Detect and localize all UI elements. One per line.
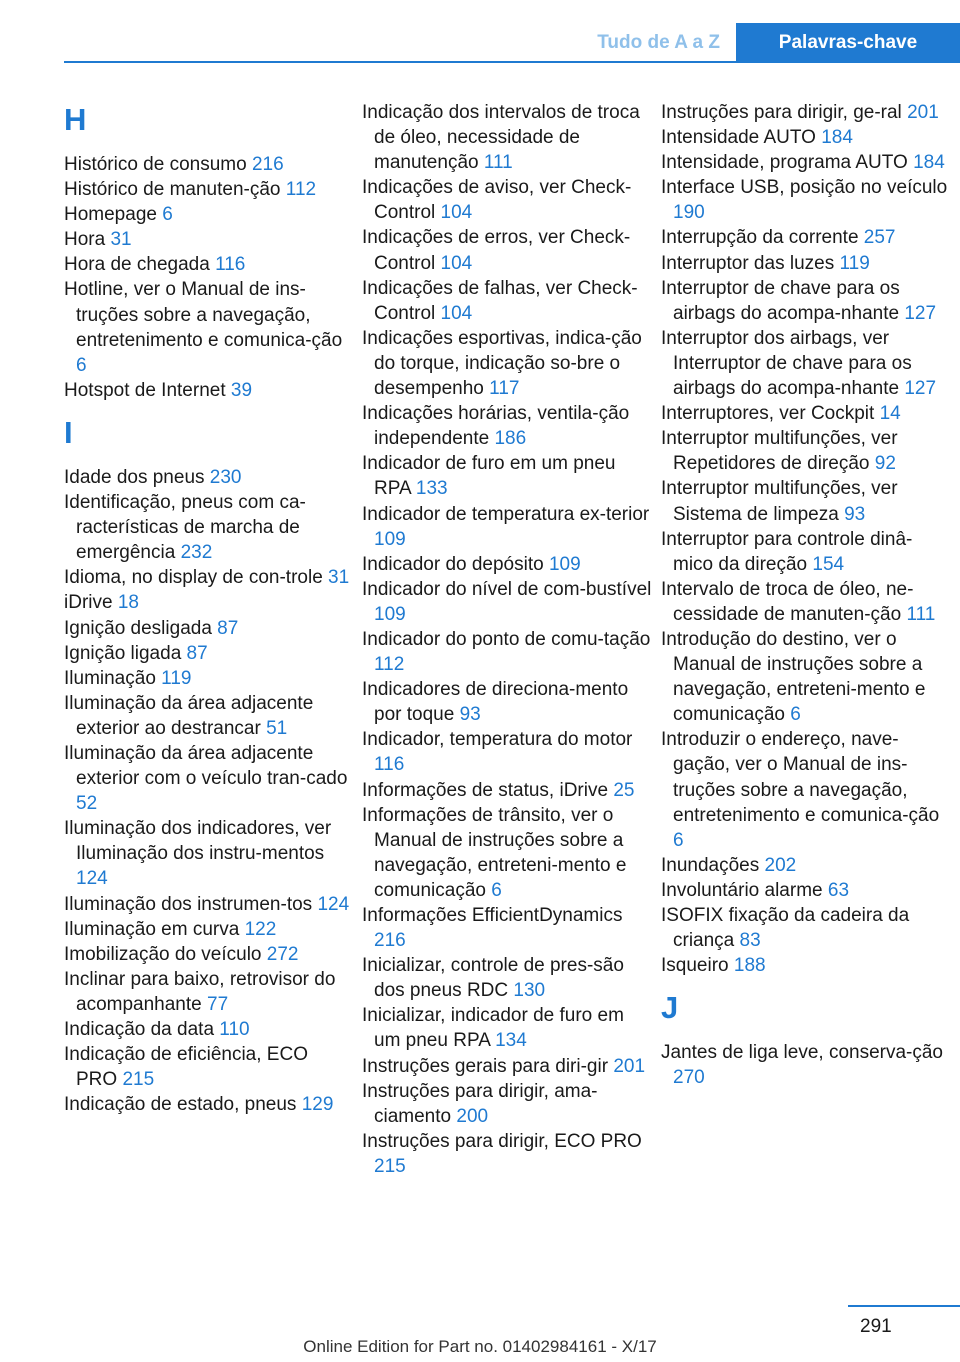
entry-term: Interruptor dos airbags, ver Interruptor de chave para os airbags do acompa‐nhante	[661, 327, 912, 400]
entry-term: Iluminação da área adjacente exterior ao destrancar	[64, 692, 314, 739]
index-letter-heading: I	[64, 414, 73, 450]
entry-page-link[interactable]: 83	[739, 930, 761, 952]
index-entry	[661, 953, 951, 978]
entry-term: Indicador do nível de com‐bustível	[362, 578, 652, 600]
entry-term: Interface USB, posição no veículo	[661, 177, 948, 199]
index-entry	[362, 502, 652, 552]
index-entry	[362, 552, 652, 577]
index-entry	[362, 677, 652, 727]
entry-page-link[interactable]: 190	[673, 202, 705, 224]
entry-term: Inicializar, controle de pres‐são dos pneus RDC	[362, 955, 624, 1002]
entry-term: Interruptor das luzes	[661, 252, 835, 274]
index-entry	[661, 326, 951, 401]
index-entry	[64, 942, 354, 967]
entry-term: Interruptores, ver Cockpit	[661, 403, 875, 425]
entry-term: Indicações de falhas, ver Check-Control	[362, 277, 638, 324]
entry-term: Inclinar para baixo, retrovisor do acompanhante	[64, 968, 336, 1015]
index-entry	[661, 150, 951, 175]
entry-term: Involuntário alarme	[661, 879, 823, 901]
index-entry	[362, 451, 652, 501]
entry-page-link[interactable]: 111	[483, 152, 513, 174]
entry-page-link[interactable]: 93	[459, 704, 481, 726]
index-entry	[362, 1054, 652, 1079]
index-entry	[64, 590, 354, 615]
entry-term: Instruções para dirigir, ge‐ral	[661, 102, 902, 123]
entry-page-link[interactable]: 14	[879, 403, 901, 425]
index-entry	[64, 277, 354, 377]
index-entry	[362, 225, 652, 275]
index-column-2	[362, 100, 652, 1179]
index-entry	[661, 125, 951, 150]
entry-page-link[interactable]: 18	[117, 592, 139, 614]
index-entry	[64, 490, 354, 565]
index-entry	[362, 1079, 652, 1129]
entry-term: Identificação, pneus com ca‐racterísticas de marcha de emergência	[64, 492, 306, 564]
footer-edition: Online Edition for Part no. 01402984161 - X/17	[303, 1337, 657, 1356]
index-entry	[661, 175, 951, 225]
index-entry	[362, 627, 652, 677]
entry-term: Histórico de manuten‐ção	[64, 179, 281, 201]
entry-term: Hotspot de Internet	[64, 379, 226, 401]
entry-page-link[interactable]: 230	[209, 466, 242, 488]
index-entry	[64, 666, 354, 691]
entry-page-link[interactable]: 6	[491, 879, 502, 901]
index-entry	[64, 1092, 354, 1117]
index-entry	[64, 1017, 354, 1042]
index-entry	[661, 627, 951, 727]
entry-term: Hora	[64, 229, 106, 251]
index-entry	[362, 577, 652, 627]
entry-page-link[interactable]: 110	[219, 1019, 250, 1040]
entry-page-link[interactable]: 184	[913, 152, 945, 174]
entry-page-link[interactable]: 112	[285, 179, 317, 201]
entry-page-link[interactable]: 77	[207, 993, 229, 1015]
entry-term: Inundações	[661, 854, 760, 876]
index-entry	[64, 691, 354, 741]
entry-page-link[interactable]: 201	[907, 102, 939, 123]
entry-term: Indicadores de direciona‐mento por toque	[362, 679, 629, 726]
entry-term: Isqueiro	[661, 955, 729, 977]
index-entry	[64, 252, 354, 277]
entry-page-link[interactable]: 122	[244, 918, 277, 940]
entry-page-link[interactable]: 216	[251, 154, 284, 175]
entry-page-link[interactable]: 129	[301, 1094, 334, 1116]
entry-term: Interruptor multifunções, ver Repetidores de direção	[661, 428, 898, 475]
entry-term: Intensidade AUTO	[661, 127, 816, 149]
entry-page-link[interactable]: 6	[162, 204, 173, 226]
entry-term: Ignição desligada	[64, 617, 212, 639]
entry-page-link[interactable]: 116	[215, 254, 246, 276]
index-entry	[661, 476, 951, 526]
index-entry	[661, 853, 951, 878]
entry-term: Indicador de furo em um pneu RPA	[362, 453, 616, 500]
entry-page-link[interactable]: 6	[76, 354, 87, 376]
entry-page-link[interactable]: 87	[217, 617, 239, 639]
entry-term: Inicializar, indicador de furo em um pneu RPA	[362, 1005, 624, 1052]
entry-page-link[interactable]: 119	[161, 667, 192, 689]
index-entry	[64, 565, 354, 590]
entry-term: Hotline, ver o Manual de ins‐truções sobre a navegação, entretenimento e comunica‐ção	[64, 279, 343, 351]
entry-term: Intervalo de troca de óleo, ne‐cessidade de manuten‐ção	[661, 578, 914, 625]
index-entry	[64, 177, 354, 202]
entry-page-link[interactable]: 154	[812, 553, 845, 575]
entry-term: Introduzir o endereço, nave‐gação, ver o Manual de ins‐truções sobre a navegação, entretenimento e comunica‐ção	[661, 729, 940, 826]
entry-page-link[interactable]: 31	[328, 567, 350, 589]
entry-page-link[interactable]: 87	[186, 642, 208, 664]
index-entry	[64, 152, 354, 177]
index-entry	[362, 1003, 652, 1053]
index-entry	[64, 465, 354, 490]
index-entry	[64, 641, 354, 666]
entry-page-link[interactable]: 201	[613, 1055, 646, 1077]
index-entry	[362, 727, 652, 777]
index-entry	[64, 227, 354, 252]
entry-term: Informações EfficientDynamics	[362, 905, 623, 926]
entry-term: Imobilização do veículo	[64, 943, 262, 965]
entry-term: Informações de trânsito, ver o Manual de instruções sobre a navegação, entreteni‐mento e comunicação	[362, 804, 627, 901]
entry-page-link[interactable]: 31	[110, 229, 132, 251]
entry-term: Indicador, temperatura do motor	[362, 729, 633, 751]
entry-page-link[interactable]: 6	[790, 704, 801, 726]
index-entry	[64, 917, 354, 942]
entry-page-link[interactable]: 272	[266, 943, 299, 965]
entry-term: Indicações de aviso, ver Check-Control	[362, 177, 632, 224]
index-entry	[362, 1129, 652, 1179]
entry-page-link[interactable]: 92	[874, 453, 896, 475]
index-entry	[64, 967, 354, 1017]
index-entry	[661, 1040, 951, 1090]
index-entry	[661, 878, 951, 903]
entry-term: Indicação da data	[64, 1019, 215, 1040]
index-entry	[661, 577, 951, 627]
entry-page-link[interactable]: 130	[513, 980, 546, 1002]
index-entry	[362, 778, 652, 803]
entry-page-link[interactable]: 200	[456, 1105, 489, 1127]
index-column-1	[64, 100, 354, 1117]
index-entry	[362, 326, 652, 401]
index-entry	[64, 741, 354, 816]
header-rule	[64, 61, 960, 63]
entry-page-link[interactable]: 127	[904, 378, 937, 400]
index-entry	[661, 251, 951, 276]
entry-term: Idade dos pneus	[64, 466, 205, 488]
entry-page-link[interactable]: 51	[266, 717, 288, 739]
footer-rule	[848, 1305, 960, 1307]
entry-page-link[interactable]: 270	[673, 1067, 705, 1089]
index-entry	[64, 892, 354, 917]
header-bar	[581, 23, 960, 62]
index-entry	[64, 816, 354, 891]
entry-term: Iluminação da área adjacente exterior com o veículo tran‐cado	[64, 742, 348, 790]
entry-term: Jantes de liga leve, conserva‐ção	[661, 1042, 943, 1064]
entry-page-link[interactable]: 109	[548, 553, 581, 575]
index-entry	[661, 401, 951, 426]
entry-page-link[interactable]: 134	[495, 1030, 527, 1052]
entry-page-link[interactable]: 109	[374, 603, 406, 625]
index-entry	[661, 903, 951, 953]
entry-term: Iluminação em curva	[64, 918, 240, 940]
entry-page-link[interactable]: 39	[230, 379, 253, 401]
index-entry	[362, 953, 652, 1003]
entry-page-link[interactable]: 215	[122, 1069, 155, 1091]
entry-term: Indicações de erros, ver Check-Control	[362, 227, 631, 274]
entry-page-link[interactable]: 6	[673, 829, 684, 851]
entry-term: Idioma, no display de con‐trole	[64, 567, 323, 589]
entry-term: Indicador do ponto de comu‐tação	[362, 628, 651, 650]
entry-term: iDrive	[64, 592, 113, 614]
entry-page-link[interactable]: 116	[374, 754, 405, 776]
subsection-tab[interactable]: Palavras-chave	[736, 23, 960, 62]
index-entry	[362, 401, 652, 451]
entry-term: Homepage	[64, 204, 157, 226]
index-entry	[661, 527, 951, 577]
entry-page-link[interactable]: 202	[764, 854, 797, 876]
entry-term: Instruções para dirigir, ECO PRO	[362, 1130, 642, 1152]
index-entry	[661, 426, 951, 476]
entry-term: Iluminação	[64, 667, 156, 689]
entry-term: Interruptor para controle dinâ‐mico da direção	[661, 528, 913, 575]
entry-term: Introdução do destino, ver o Manual de instruções sobre a navegação, entreteni‐mento e comunicação	[661, 628, 926, 726]
index-letter-heading: J	[661, 990, 679, 1026]
entry-page-link[interactable]: 117	[489, 378, 520, 400]
entry-term: Interruptor multifunções, ver Sistema de limpeza	[661, 478, 898, 525]
entry-page-link[interactable]: 124	[317, 893, 350, 915]
entry-page-link[interactable]: 124	[76, 868, 108, 890]
index-letter-heading: H	[64, 102, 87, 137]
entry-page-link[interactable]: 112	[374, 654, 405, 676]
entry-term: Intensidade, programa AUTO	[661, 152, 908, 174]
entry-term: Informações de status, iDrive	[362, 779, 609, 801]
entry-term: ISOFIX fixação da cadeira da criança	[661, 905, 910, 952]
entry-term: Instruções para dirigir, ama‐ciamento	[362, 1080, 598, 1127]
entry-page-link[interactable]: 215	[374, 1155, 406, 1177]
entry-page-link[interactable]: 104	[440, 202, 473, 224]
entry-page-link[interactable]: 119	[839, 252, 870, 274]
page-number: 291	[860, 1316, 892, 1337]
entry-page-link[interactable]: 127	[904, 302, 937, 324]
index-entry	[661, 225, 951, 250]
index-column-3	[661, 100, 951, 1090]
entry-page-link[interactable]: 104	[440, 252, 473, 274]
entry-term: Iluminação dos instrumen‐tos	[64, 893, 313, 915]
entry-page-link[interactable]: 63	[827, 879, 850, 901]
index-entry	[64, 616, 354, 641]
entry-term: Iluminação dos indicadores, ver Iluminação dos instru‐mentos	[64, 818, 332, 865]
entry-page-link[interactable]: 184	[821, 127, 853, 149]
entry-page-link[interactable]: 111	[906, 603, 936, 625]
entry-term: Instruções gerais para diri‐gir	[362, 1055, 609, 1077]
index-entry	[362, 803, 652, 903]
entry-term: Hora de chegada	[64, 254, 210, 276]
index-entry	[362, 276, 652, 326]
entry-page-link[interactable]: 52	[76, 793, 98, 815]
entry-page-link[interactable]: 232	[180, 542, 213, 564]
entry-page-link[interactable]: 216	[374, 930, 406, 952]
index-entry	[362, 100, 652, 175]
entry-page-link[interactable]: 257	[863, 227, 896, 249]
index-entry	[64, 202, 354, 227]
entry-term: Indicação de eficiência, ECO PRO	[64, 1044, 308, 1091]
entry-term: Histórico de consumo	[64, 154, 247, 175]
entry-term: Indicações esportivas, indica‐ção do torque, indicação so‐bre o desempenho	[362, 327, 642, 400]
entry-term: Indicação de estado, pneus	[64, 1094, 297, 1116]
entry-page-link[interactable]: 93	[844, 503, 866, 525]
entry-page-link[interactable]: 188	[733, 955, 766, 977]
entry-page-link[interactable]: 25	[613, 779, 635, 801]
index-entry	[362, 175, 652, 225]
entry-term: Indicador de temperatura ex‐terior	[362, 503, 650, 525]
entry-term: Indicações horárias, ventila‐ção independente	[362, 403, 630, 450]
index-entry	[64, 1042, 354, 1092]
entry-term: Ignição ligada	[64, 642, 182, 664]
entry-page-link[interactable]: 133	[415, 478, 448, 500]
index-entry	[661, 100, 951, 125]
entry-term: Indicador do depósito	[362, 553, 544, 575]
index-entry	[661, 727, 951, 852]
section-tab[interactable]: Tudo de A a Z	[597, 32, 720, 53]
entry-term: Interrupção da corrente	[661, 227, 859, 249]
entry-term: Indicação dos intervalos de troca de óleo, necessidade de manutenção	[362, 102, 640, 174]
entry-page-link[interactable]: 186	[494, 428, 527, 450]
entry-page-link[interactable]: 109	[374, 528, 406, 550]
index-entry	[362, 903, 652, 953]
entry-page-link[interactable]: 104	[440, 302, 473, 324]
entry-term: Interruptor de chave para os airbags do acompa‐nhante	[661, 277, 900, 324]
index-entry	[64, 378, 354, 403]
index-entry	[661, 276, 951, 326]
